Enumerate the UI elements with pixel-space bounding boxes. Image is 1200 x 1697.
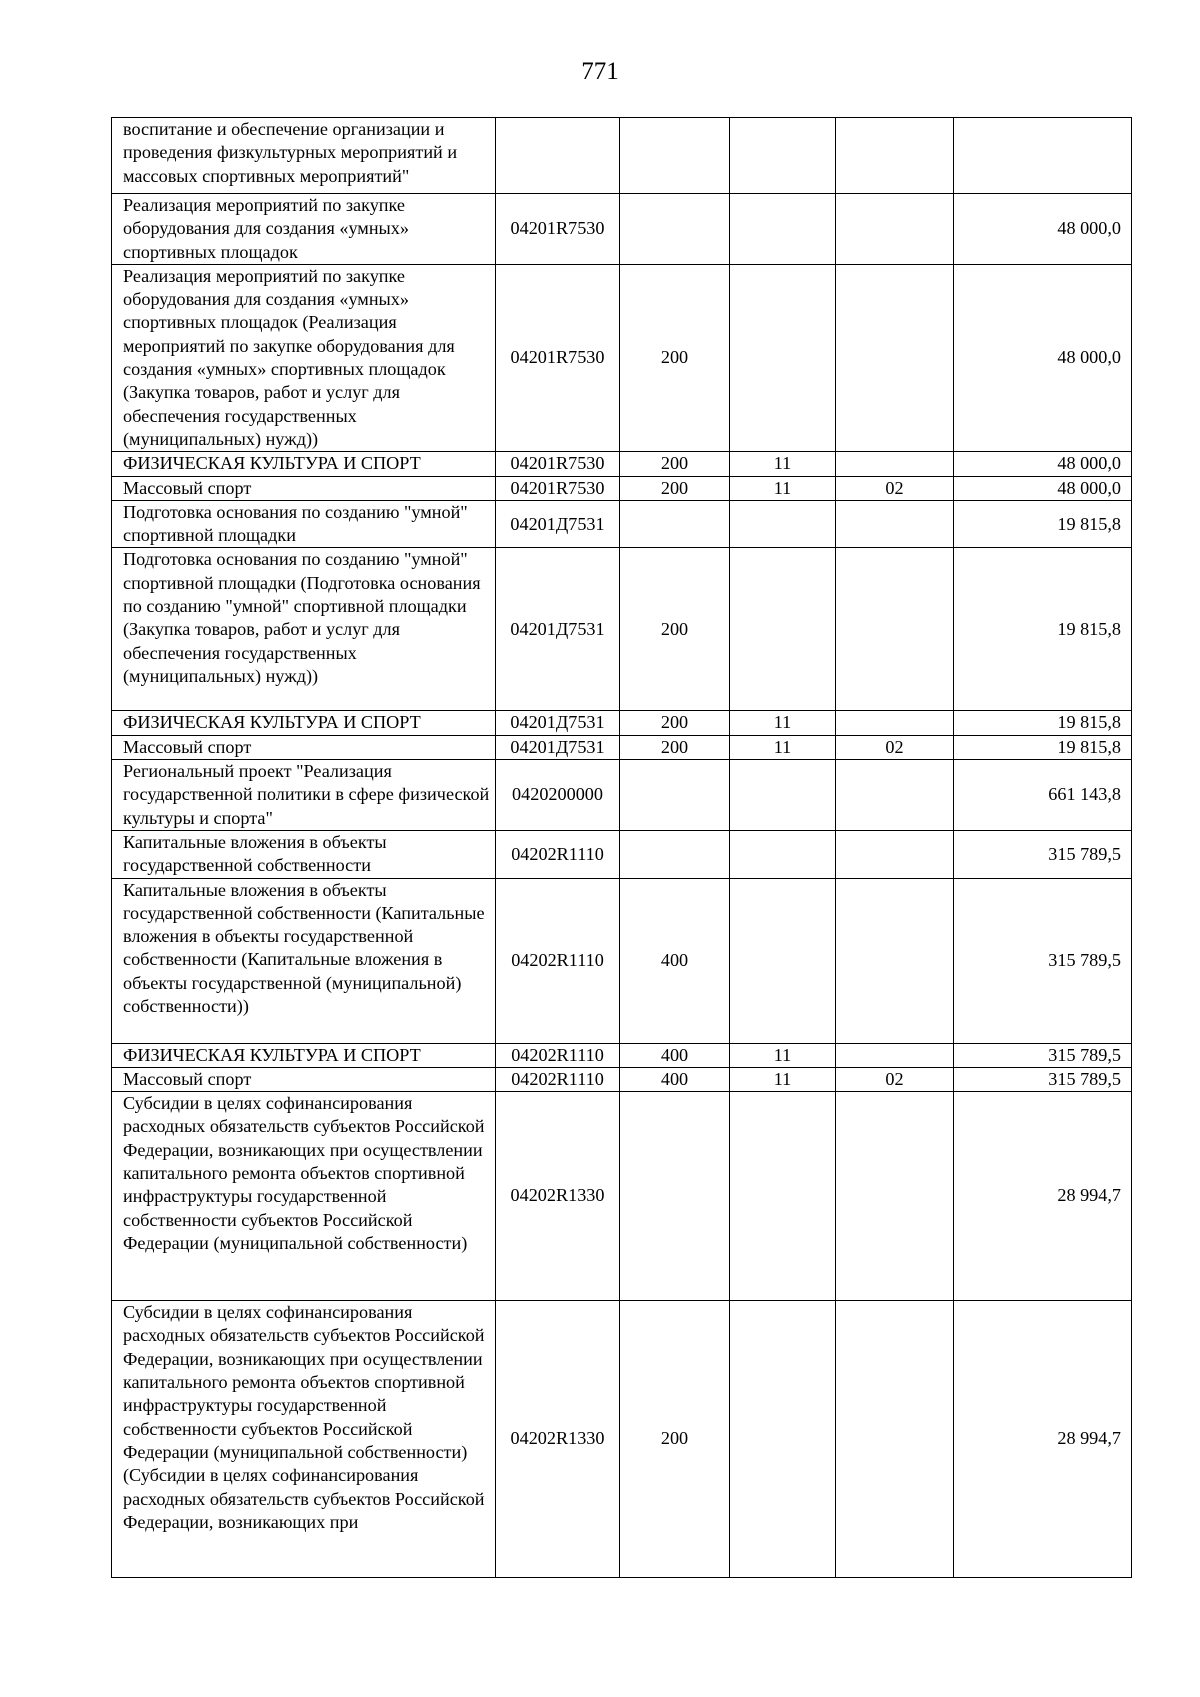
cell-rz <box>730 548 836 711</box>
cell-rz <box>730 830 836 878</box>
cell-sum: 19 815,8 <box>954 735 1132 759</box>
cell-code: 04201R7530 <box>496 476 620 500</box>
cell-sum: 19 815,8 <box>954 548 1132 711</box>
cell-sum: 19 815,8 <box>954 711 1132 735</box>
cell-sum: 661 143,8 <box>954 760 1132 831</box>
cell-name: Подготовка основания по созданию "умной" спортивной площадки (Подготовка основания по созданию "умной" спортивной площадки (Закупка товаров, работ и услуг для обеспечения государственных (муниципальных) нужд)) <box>112 548 496 711</box>
cell-name: Капитальные вложения в объекты государственной собственности <box>112 830 496 878</box>
cell-vr: 200 <box>620 735 730 759</box>
table-row <box>112 735 1132 759</box>
table-row <box>112 1043 1132 1067</box>
table-row <box>112 476 1132 500</box>
cell-sum: 19 815,8 <box>954 500 1132 548</box>
cell-pr <box>836 1092 954 1301</box>
cell-code: 04201R7530 <box>496 264 620 451</box>
cell-rz <box>730 760 836 831</box>
cell-sum: 28 994,7 <box>954 1092 1132 1301</box>
cell-pr <box>836 711 954 735</box>
cell-vr: 400 <box>620 1067 730 1091</box>
cell-rz: 11 <box>730 476 836 500</box>
table-row <box>112 118 1132 194</box>
cell-pr <box>836 1301 954 1578</box>
cell-code: 04201Д7531 <box>496 548 620 711</box>
table-row <box>112 1067 1132 1091</box>
table-row <box>112 194 1132 265</box>
cell-vr <box>620 830 730 878</box>
cell-name: Реализация мероприятий по закупке оборудования для создания «умных» спортивных площадок <box>112 194 496 265</box>
table-row <box>112 500 1132 548</box>
cell-sum: 315 789,5 <box>954 1067 1132 1091</box>
table-row <box>112 760 1132 831</box>
cell-rz: 11 <box>730 711 836 735</box>
cell-sum: 315 789,5 <box>954 830 1132 878</box>
cell-sum: 315 789,5 <box>954 1043 1132 1067</box>
cell-pr: 02 <box>836 476 954 500</box>
cell-code: 04201Д7531 <box>496 711 620 735</box>
cell-vr: 200 <box>620 711 730 735</box>
cell-code: 04202R1110 <box>496 878 620 1043</box>
cell-vr: 400 <box>620 1043 730 1067</box>
cell-rz <box>730 878 836 1043</box>
cell-pr <box>836 548 954 711</box>
cell-pr: 02 <box>836 1067 954 1091</box>
table-row <box>112 830 1132 878</box>
cell-vr: 400 <box>620 878 730 1043</box>
cell-code: 04202R1330 <box>496 1092 620 1301</box>
cell-rz <box>730 1092 836 1301</box>
table-row <box>112 1092 1132 1301</box>
cell-rz: 11 <box>730 735 836 759</box>
cell-pr <box>836 194 954 265</box>
cell-sum: 48 000,0 <box>954 476 1132 500</box>
cell-name: воспитание и обеспечение организации и проведения физкультурных мероприятий и массовых спортивных мероприятий" <box>112 118 496 194</box>
cell-rz <box>730 500 836 548</box>
cell-vr: 200 <box>620 476 730 500</box>
cell-pr <box>836 760 954 831</box>
cell-sum: 48 000,0 <box>954 264 1132 451</box>
cell-rz: 11 <box>730 1043 836 1067</box>
cell-vr <box>620 500 730 548</box>
cell-vr <box>620 194 730 265</box>
cell-pr <box>836 878 954 1043</box>
cell-name: Капитальные вложения в объекты государственной собственности (Капитальные вложения в объекты государственной собственности (Капитальные вложения в объекты государственной (муниципальной) собственности)) <box>112 878 496 1043</box>
cell-pr <box>836 1043 954 1067</box>
cell-name: Субсидии в целях софинансирования расходных обязательств субъектов Российской Федерации, возникающих при осуществлении капитального ремонта объектов спортивной инфраструктуры государственной собственности субъектов Российской Федерации (муниципальной собственности) <box>112 1092 496 1301</box>
cell-code: 04202R1110 <box>496 1067 620 1091</box>
cell-rz <box>730 118 836 194</box>
cell-pr <box>836 830 954 878</box>
cell-pr: 02 <box>836 735 954 759</box>
cell-code: 04202R1330 <box>496 1301 620 1578</box>
cell-rz <box>730 1301 836 1578</box>
cell-name: Массовый спорт <box>112 1067 496 1091</box>
cell-name: Субсидии в целях софинансирования расходных обязательств субъектов Российской Федерации, возникающих при осуществлении капитального ремонта объектов спортивной инфраструктуры государственной собственности субъектов Российской Федерации (муниципальной собственности) (Субсидии в целях софинансирования расходных обязательств субъектов Российской Федерации, возникающих при <box>112 1301 496 1578</box>
cell-rz: 11 <box>730 1067 836 1091</box>
cell-code: 04202R1110 <box>496 1043 620 1067</box>
cell-rz: 11 <box>730 452 836 476</box>
cell-vr: 200 <box>620 1301 730 1578</box>
cell-code <box>496 118 620 194</box>
cell-sum <box>954 118 1132 194</box>
cell-pr <box>836 264 954 451</box>
table-row <box>112 452 1132 476</box>
cell-pr <box>836 118 954 194</box>
cell-vr: 200 <box>620 452 730 476</box>
cell-sum: 28 994,7 <box>954 1301 1132 1578</box>
cell-sum: 48 000,0 <box>954 194 1132 265</box>
cell-pr <box>836 500 954 548</box>
cell-name: ФИЗИЧЕСКАЯ КУЛЬТУРА И СПОРТ <box>112 711 496 735</box>
cell-name: Массовый спорт <box>112 476 496 500</box>
cell-code: 04201R7530 <box>496 194 620 265</box>
cell-vr: 200 <box>620 548 730 711</box>
table-row <box>112 264 1132 451</box>
cell-vr: 200 <box>620 264 730 451</box>
table-row <box>112 1301 1132 1578</box>
cell-rz <box>730 264 836 451</box>
cell-code: 04201Д7531 <box>496 500 620 548</box>
table-row <box>112 548 1132 711</box>
cell-name: ФИЗИЧЕСКАЯ КУЛЬТУРА И СПОРТ <box>112 452 496 476</box>
cell-vr <box>620 1092 730 1301</box>
cell-code: 04202R1110 <box>496 830 620 878</box>
cell-vr <box>620 760 730 831</box>
cell-name: Региональный проект "Реализация государственной политики в сфере физической культуры и спорта" <box>112 760 496 831</box>
budget-table <box>111 117 1132 1578</box>
cell-vr <box>620 118 730 194</box>
cell-name: Подготовка основания по созданию "умной" спортивной площадки <box>112 500 496 548</box>
cell-sum: 48 000,0 <box>954 452 1132 476</box>
cell-name: Реализация мероприятий по закупке оборудования для создания «умных» спортивных площадок (Реализация мероприятий по закупке оборудования для создания «умных» спортивных площадок (Закупка товаров, работ и услуг для обеспечения государственных (муниципальных) нужд)) <box>112 264 496 451</box>
cell-name: ФИЗИЧЕСКАЯ КУЛЬТУРА И СПОРТ <box>112 1043 496 1067</box>
cell-code: 0420200000 <box>496 760 620 831</box>
cell-code: 04201R7530 <box>496 452 620 476</box>
table-row <box>112 711 1132 735</box>
cell-code: 04201Д7531 <box>496 735 620 759</box>
cell-rz <box>730 194 836 265</box>
table-body <box>112 118 1132 1578</box>
cell-name: Массовый спорт <box>112 735 496 759</box>
page-number: 771 <box>581 58 619 85</box>
cell-sum: 315 789,5 <box>954 878 1132 1043</box>
cell-pr <box>836 452 954 476</box>
table-row <box>112 878 1132 1043</box>
